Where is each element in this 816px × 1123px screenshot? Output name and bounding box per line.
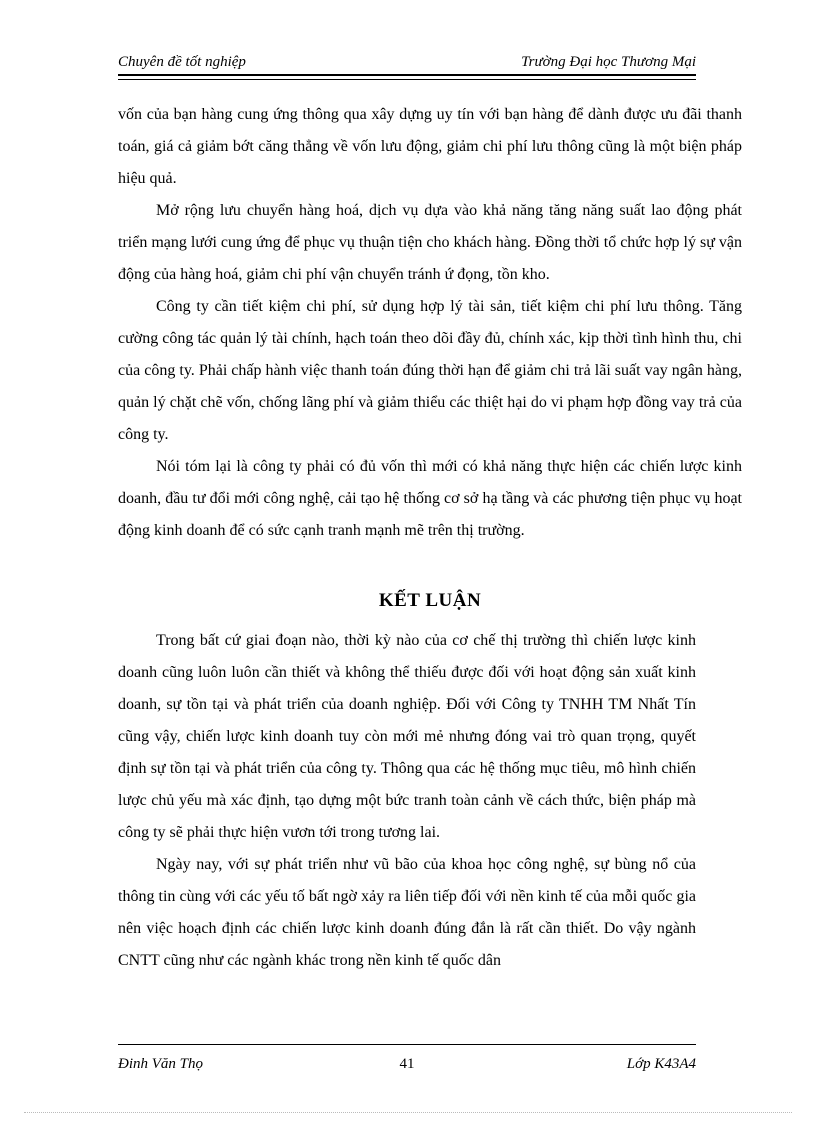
paragraph: Mở rộng lưu chuyển hàng hoá, dịch vụ dựa vào khả năng tăng năng suất lao động phát triển mạng lưới cung ứng để phục vụ thuận tiện cho khách hàng. Đồng thời tổ chức hợp lý sự vận động của hàng hoá, giảm chi phí vận chuyển tránh ứ đọng, tồn kho. bbox=[118, 202, 742, 283]
paragraph: Nói tóm lại là công ty phải có đủ vốn thì mới có khả năng thực hiện các chiến lược kinh doanh, đầu tư đổi mới công nghệ, cải tạo hệ thống cơ sở hạ tầng và các phương tiện phục vụ hoạt động kinh doanh để có sức cạnh tranh mạnh mẽ trên thị trường. bbox=[118, 458, 742, 539]
paragraph: Công ty cần tiết kiệm chi phí, sử dụng hợp lý tài sản, tiết kiệm chi phí lưu thông. Tăng cường công tác quản lý tài chính, hạch toán theo dõi đầy đủ, chính xác, kịp thời tình hình thu, chi của công ty. Phải chấp hành việc thanh toán đúng thời hạn để giảm chi trả lãi suất vay ngân hàng, quản lý chặt chẽ vốn, chống lãng phí và giảm thiểu các thiệt hại do vi phạm hợp đồng vay trả của công ty. bbox=[118, 298, 742, 443]
page-bottom-edge bbox=[24, 1112, 792, 1113]
header-rule-thin bbox=[118, 79, 696, 80]
page-header bbox=[118, 48, 696, 76]
page-footer bbox=[118, 1044, 696, 1074]
conclusion-text bbox=[118, 625, 696, 977]
conclusion-paragraph: Trong bất cứ giai đoạn nào, thời kỳ nào của cơ chế thị trường thì chiến lược kinh doanh cũng luôn luôn cần thiết và không thể thiếu được đối với hoạt động sản xuất kinh doanh, sự tồn tại và phát triển của doanh nghiệp. Đối với Công ty TNHH TM Nhất Tín cũng vậy, chiến lược kinh doanh tuy còn mới mẻ nhưng đóng vai trò quan trọng, quyết định sự tồn tại và phát triển của công ty. Thông qua các hệ thống mục tiêu, mô hình chiến lược chủ yếu mà xác định, tạo dựng một bức tranh toàn cảnh về cách thức, biện pháp mà công ty sẽ phải thực hiện vươn tới trong tương lai. bbox=[118, 632, 696, 841]
conclusion-paragraph: Ngày nay, với sự phát triển như vũ bão của khoa học công nghệ, sự bùng nổ của thông tin cùng với các yếu tố bất ngờ xảy ra liên tiếp đối với nền kinh tế của mỗi quốc gia nên việc hoạch định các chiến lược kinh doanh đúng đắn là rất cần thiết. Do vậy ngành CNTT cũng như các ngành khác trong nền kinh tế quốc dân bbox=[118, 856, 696, 969]
header-rule bbox=[118, 74, 696, 76]
body-text bbox=[118, 99, 742, 547]
header-document-type: Chuyên đề tốt nghiệp bbox=[118, 54, 246, 70]
paragraph-continuation: vốn của bạn hàng cung ứng thông qua xây dựng uy tín với bạn hàng để dành được ưu đãi thanh toán, giá cả giảm bớt căng thẳng về vốn lưu động, giảm chi phí lưu thông cũng là một biện pháp hiệu quả. bbox=[118, 106, 742, 187]
header-university: Trường Đại học Thương Mại bbox=[521, 54, 696, 70]
footer-rule bbox=[118, 1044, 696, 1045]
page-number: 41 bbox=[399, 1056, 415, 1072]
footer-author: Đinh Văn Thọ bbox=[118, 1056, 204, 1072]
footer-class: Lớp K43A4 bbox=[626, 1056, 696, 1072]
section-title: KẾT LUẬN bbox=[378, 590, 482, 611]
